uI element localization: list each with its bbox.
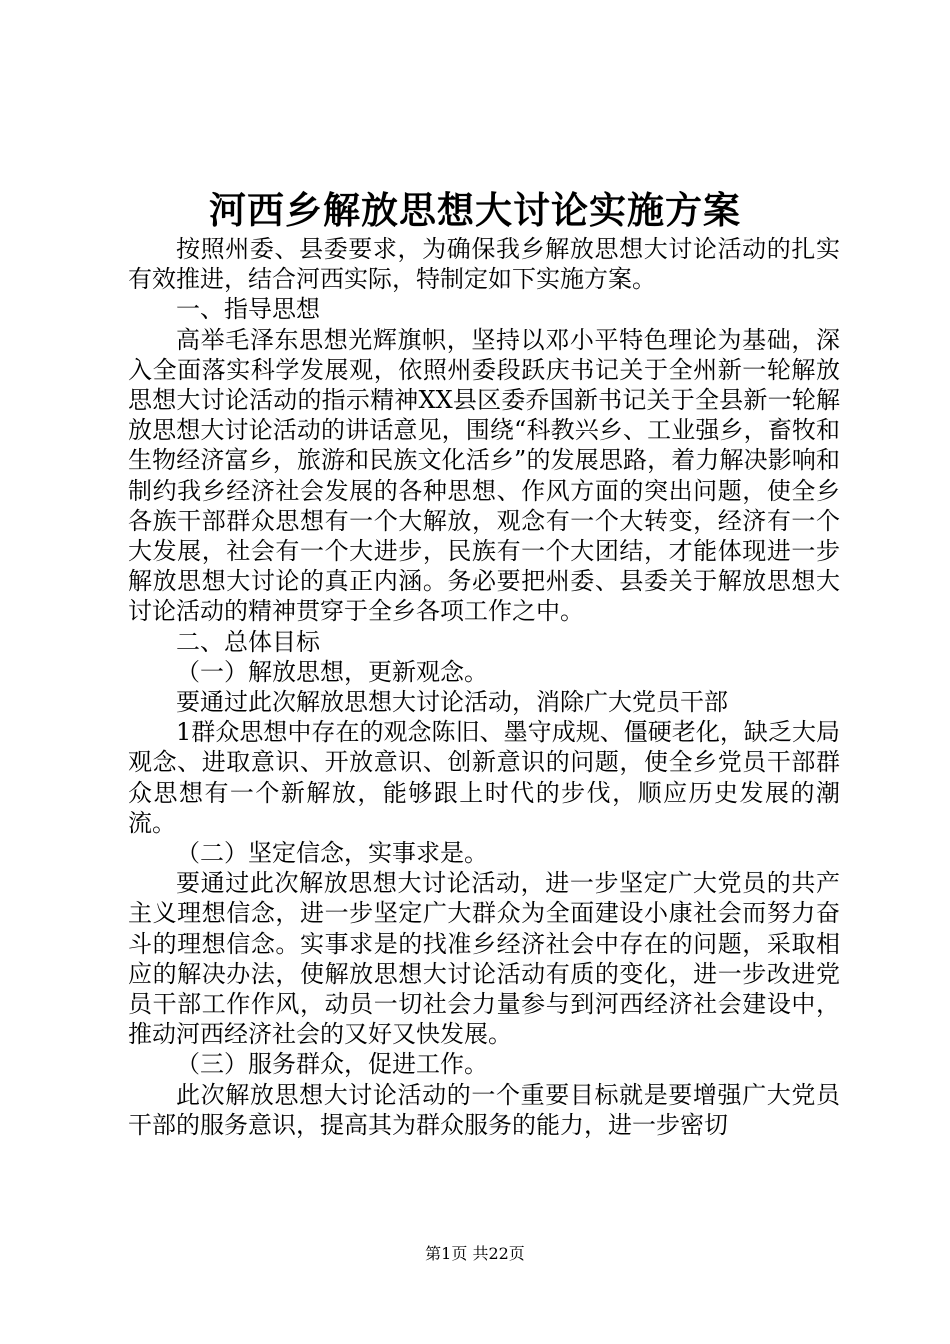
subheading-serve-masses: （三）服务群众，促进工作。 (176, 1050, 488, 1079)
section-heading-guiding-thought: 一、指导思想 (176, 295, 320, 324)
emancipate-mind-continued-paragraph: 1群众思想中存在的观念陈旧、墨守成规、僵硬老化，缺乏大局观念、进取意识、开放意识、创新意识的问题，使全乡党员干部群众思想有一个新解放，能够跟上时代的步伐，顺应历史发展的潮流。 (128, 718, 840, 837)
subheading-emancipate-mind: （一）解放思想，更新观念。 (176, 657, 488, 686)
intro-paragraph: 按照州委、县委要求，为确保我乡解放思想大讨论活动的扎实有效推进，结合河西实际，特制定如下实施方案。 (128, 235, 840, 294)
document-title: 河西乡解放思想大讨论实施方案 (209, 188, 741, 232)
guiding-thought-paragraph: 高举毛泽东思想光辉旗帜，坚持以邓小平特色理论为基础，深入全面落实科学发展观，依照州委段跃庆书记关于全州新一轮解放思想大讨论活动的指示精神XX县区委乔国新书记关于全县新一轮解放思想大讨论活动的讲话意见，围绕“科教兴乡、工业强乡，畜牧和生物经济富乡，旅游和民族文化活乡”的发展思路，着力解决影响和制约我乡经济社会发展的各种思想、作风方面的突出问题，使全乡各族干部群众思想有一个大解放，观念有一个大转变，经济有一个大发展，社会有一个大进步，民族有一个大团结，才能体现进一步解放思想大讨论的真正内涵。务必要把州委、县委关于解放思想大讨论活动的精神贯穿于全乡各项工作之中。 (128, 325, 840, 626)
document-body (128, 234, 840, 1140)
emancipate-mind-paragraph: 要通过此次解放思想大讨论活动，消除广大党员干部 (176, 688, 728, 717)
section-heading-overall-goals: 二、总体目标 (176, 627, 320, 656)
serve-masses-paragraph: 此次解放思想大讨论活动的一个重要目标就是要增强广大党员干部的服务意识，提高其为群众服务的能力，进一步密切 (128, 1080, 840, 1139)
firm-belief-paragraph: 要通过此次解放思想大讨论活动，进一步坚定广大党员的共产主义理想信念，进一步坚定广大群众为全面建设小康社会而努力奋斗的理想信念。实事求是的找准乡经济社会中存在的问题，采取相应的解决办法，使解放思想大讨论活动有质的变化，进一步改进党员干部工作作风，动员一切社会力量参与到河西经济社会建设中，推动河西经济社会的又好又快发展。 (128, 869, 840, 1049)
page-footer: 第1页 共22页 (425, 1244, 525, 1263)
subheading-firm-belief: （二）坚定信念，实事求是。 (176, 839, 488, 868)
